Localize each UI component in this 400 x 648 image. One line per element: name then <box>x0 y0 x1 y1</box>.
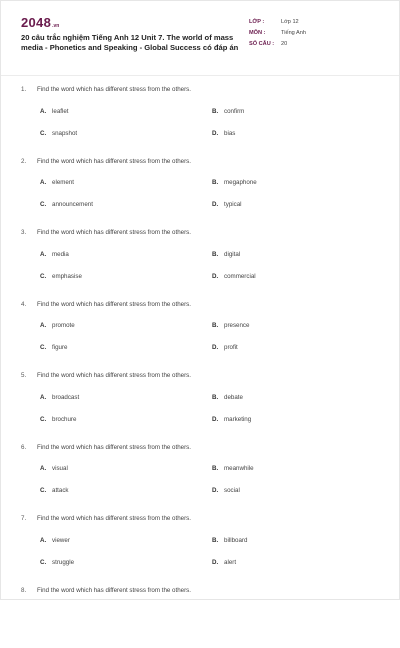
option-text: digital <box>224 251 240 258</box>
question-text: Find the word which has different stress from the others. <box>37 158 191 165</box>
option-text: commercial <box>224 273 256 280</box>
option-text: alert <box>224 559 236 566</box>
option-text: billboard <box>224 537 247 544</box>
option-letter: A. <box>40 251 52 258</box>
option-letter: A. <box>40 465 52 472</box>
option-text: brochure <box>52 416 76 423</box>
answer-option-b[interactable] <box>212 100 384 122</box>
option-letter: B. <box>212 465 224 472</box>
option-letter: C. <box>40 130 52 137</box>
meta-label: SỐ CÂU : <box>249 41 281 47</box>
question-item <box>21 577 379 648</box>
question-item <box>21 76 379 148</box>
option-text: presence <box>224 322 249 329</box>
question-number: 2. <box>21 158 37 165</box>
answer-option-c[interactable] <box>40 551 212 573</box>
question-text: Find the word which has different stress from the others. <box>37 587 191 594</box>
question-text: Find the word which has different stress from the others. <box>37 86 191 93</box>
answer-option-a[interactable] <box>40 458 212 480</box>
question-stem <box>21 434 379 451</box>
option-letter: C. <box>40 273 52 280</box>
question-item <box>21 362 379 434</box>
answer-option-a[interactable] <box>40 386 212 408</box>
site-logo[interactable] <box>21 15 249 31</box>
question-number: 7. <box>21 515 37 522</box>
option-letter: D. <box>212 344 224 351</box>
answer-option-b[interactable] <box>212 529 384 551</box>
option-letter: C. <box>40 559 52 566</box>
answer-option-b[interactable] <box>212 315 384 337</box>
option-text: marketing <box>224 416 251 423</box>
question-text: Find the word which has different stress from the others. <box>37 444 191 451</box>
brand-block <box>21 15 249 63</box>
option-text: attack <box>52 487 69 494</box>
question-stem <box>21 505 379 522</box>
answer-option-d[interactable] <box>212 337 384 359</box>
option-text: viewer <box>52 537 70 544</box>
answer-option-b[interactable] <box>212 243 384 265</box>
question-list <box>1 76 399 648</box>
option-text: media <box>52 251 69 258</box>
option-text: profit <box>224 344 238 351</box>
option-letter: C. <box>40 344 52 351</box>
answer-option-b[interactable] <box>212 386 384 408</box>
option-text: leaflet <box>52 108 69 115</box>
option-letter: D. <box>212 559 224 566</box>
option-text: snapshot <box>52 130 77 137</box>
option-letter: B. <box>212 394 224 401</box>
option-letter: B. <box>212 108 224 115</box>
question-item <box>21 434 379 506</box>
option-letter: B. <box>212 537 224 544</box>
answer-option-d[interactable] <box>212 122 384 144</box>
question-number: 5. <box>21 372 37 379</box>
question-text: Find the word which has different stress from the others. <box>37 229 191 236</box>
answer-option-a[interactable] <box>40 100 212 122</box>
document-title: 20 câu trắc nghiệm Tiếng Anh 12 Unit 7. The world of mass media - Phonetics and Speaking - Global Success có đáp án <box>21 33 249 53</box>
answer-option-a[interactable] <box>40 172 212 194</box>
answer-options <box>21 243 379 287</box>
option-text: typical <box>224 201 242 208</box>
answer-option-c[interactable] <box>40 337 212 359</box>
option-text: meanwhile <box>224 465 254 472</box>
question-item <box>21 219 379 291</box>
question-text: Find the word which has different stress from the others. <box>37 301 191 308</box>
option-text: figure <box>52 344 67 351</box>
answer-option-c[interactable] <box>40 265 212 287</box>
answer-option-c[interactable] <box>40 480 212 502</box>
answer-option-d[interactable] <box>212 265 384 287</box>
option-letter: D. <box>212 487 224 494</box>
question-text: Find the word which has different stress from the others. <box>37 515 191 522</box>
answer-options <box>21 172 379 216</box>
meta-label: MÔN : <box>249 30 281 36</box>
question-number: 8. <box>21 587 37 594</box>
option-text: social <box>224 487 240 494</box>
question-stem <box>21 362 379 379</box>
meta-row-subject <box>249 27 379 38</box>
answer-option-d[interactable] <box>212 408 384 430</box>
answer-option-d[interactable] <box>212 551 384 573</box>
answer-options <box>21 100 379 144</box>
question-item <box>21 148 379 220</box>
option-letter: A. <box>40 322 52 329</box>
option-text: struggle <box>52 559 74 566</box>
option-letter: A. <box>40 537 52 544</box>
option-text: confirm <box>224 108 244 115</box>
option-letter: B. <box>212 251 224 258</box>
question-stem <box>21 148 379 165</box>
option-letter: D. <box>212 416 224 423</box>
answer-option-c[interactable] <box>40 122 212 144</box>
answer-option-c[interactable] <box>40 194 212 216</box>
meta-row-count <box>249 38 379 49</box>
document-meta <box>249 15 379 63</box>
question-number: 1. <box>21 86 37 93</box>
option-text: debate <box>224 394 243 401</box>
option-letter: A. <box>40 179 52 186</box>
meta-row-grade <box>249 16 379 27</box>
option-letter: A. <box>40 394 52 401</box>
option-text: announcement <box>52 201 93 208</box>
question-text: Find the word which has different stress from the others. <box>37 372 191 379</box>
option-text: element <box>52 179 74 186</box>
meta-label: LỚP : <box>249 19 281 25</box>
option-text: megaphone <box>224 179 257 186</box>
meta-value: 20 <box>281 41 287 47</box>
question-stem <box>21 291 379 308</box>
answer-option-a[interactable] <box>40 315 212 337</box>
meta-value: Lớp 12 <box>281 19 299 25</box>
option-letter: D. <box>212 201 224 208</box>
answer-options <box>21 529 379 573</box>
document-header <box>1 1 399 63</box>
question-number: 3. <box>21 229 37 236</box>
option-text: bias <box>224 130 235 137</box>
question-stem <box>21 76 379 93</box>
option-letter: D. <box>212 130 224 137</box>
option-text: promote <box>52 322 75 329</box>
answer-options <box>21 386 379 430</box>
option-letter: C. <box>40 201 52 208</box>
option-letter: B. <box>212 179 224 186</box>
meta-value: Tiếng Anh <box>281 30 306 36</box>
answer-option-a[interactable] <box>40 529 212 551</box>
question-number: 6. <box>21 444 37 451</box>
answer-option-a[interactable] <box>40 243 212 265</box>
option-letter: D. <box>212 273 224 280</box>
option-letter: C. <box>40 487 52 494</box>
answer-option-d[interactable] <box>212 194 384 216</box>
option-letter: C. <box>40 416 52 423</box>
question-stem <box>21 219 379 236</box>
logo-sub-text: .vn <box>52 23 59 29</box>
option-text: visual <box>52 465 68 472</box>
answer-option-b[interactable] <box>212 172 384 194</box>
answer-option-d[interactable] <box>212 480 384 502</box>
answer-option-c[interactable] <box>40 408 212 430</box>
option-text: emphasise <box>52 273 82 280</box>
option-letter: B. <box>212 322 224 329</box>
logo-main-text: 2048 <box>21 15 51 30</box>
answer-options <box>21 315 379 359</box>
answer-options <box>21 458 379 502</box>
option-letter: A. <box>40 108 52 115</box>
option-text: broadcast <box>52 394 79 401</box>
question-item <box>21 505 379 577</box>
question-stem <box>21 577 379 594</box>
answer-option-b[interactable] <box>212 458 384 480</box>
question-number: 4. <box>21 301 37 308</box>
question-item <box>21 291 379 363</box>
